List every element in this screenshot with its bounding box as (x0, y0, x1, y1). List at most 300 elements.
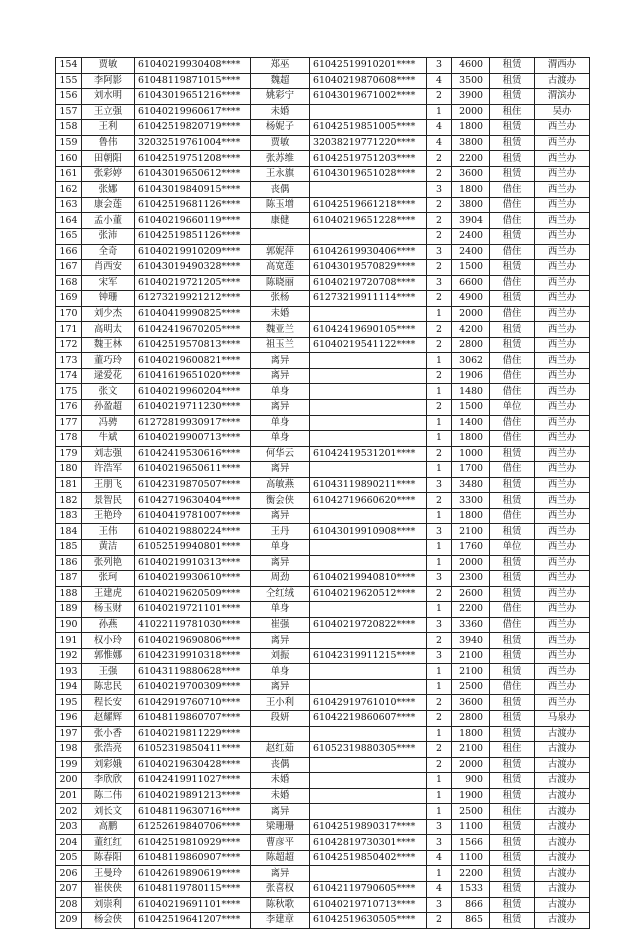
table-row (56, 633, 590, 649)
district-cell: 西兰办 (535, 431, 590, 447)
row-number-cell: 204 (56, 835, 82, 851)
spouse-id-cell (310, 804, 427, 820)
applicant-name-cell: 钟珊 (82, 291, 135, 307)
district-cell: 西兰办 (535, 539, 590, 555)
applicant-id-cell: 61040219650611**** (135, 462, 251, 478)
spouse-name-cell: 离异 (251, 462, 310, 478)
household-size-cell: 1 (427, 104, 452, 120)
applicant-name-cell: 陈忠民 (82, 679, 135, 695)
district-cell: 西兰办 (535, 524, 590, 540)
housing-type-cell: 租赁 (490, 881, 535, 897)
row-number-cell: 163 (56, 197, 82, 213)
row-number-cell: 182 (56, 493, 82, 509)
spouse-name-cell: 曹彦平 (251, 835, 310, 851)
applicant-name-cell: 张小香 (82, 726, 135, 742)
applicant-name-cell: 张珂 (82, 571, 135, 587)
spouse-id-cell (310, 664, 427, 680)
spouse-id-cell: 61042519850402**** (310, 850, 427, 866)
income-cell: 866 (452, 897, 490, 913)
housing-type-cell: 借住 (490, 197, 535, 213)
housing-type-cell: 租赁 (490, 89, 535, 105)
spouse-name-cell: 杨妮子 (251, 120, 310, 136)
housing-type-cell: 租住 (490, 104, 535, 120)
row-number-cell: 164 (56, 213, 82, 229)
housing-type-cell: 租赁 (490, 897, 535, 913)
applicant-id-cell: 61040219711230**** (135, 400, 251, 416)
spouse-name-cell: 离异 (251, 368, 310, 384)
housing-type-cell: 租赁 (490, 58, 535, 74)
income-cell: 3062 (452, 353, 490, 369)
spouse-name-cell: 郑巫 (251, 58, 310, 74)
household-size-cell: 2 (427, 337, 452, 353)
applicant-id-cell: 61043019650612**** (135, 166, 251, 182)
spouse-name-cell: 魏亚兰 (251, 322, 310, 338)
district-cell: 西兰办 (535, 244, 590, 260)
spouse-name-cell: 离异 (251, 555, 310, 571)
spouse-id-cell: 61042519851005**** (310, 120, 427, 136)
spouse-id-cell (310, 353, 427, 369)
row-number-cell: 190 (56, 617, 82, 633)
income-cell: 1566 (452, 835, 490, 851)
district-cell: 古渡办 (535, 913, 590, 929)
applicant-id-cell: 61040219691101**** (135, 897, 251, 913)
applicant-name-cell: 杨会侠 (82, 913, 135, 929)
row-number-cell: 201 (56, 788, 82, 804)
income-cell: 900 (452, 773, 490, 789)
applicant-id-cell: 61042519751208**** (135, 151, 251, 167)
row-number-cell: 172 (56, 337, 82, 353)
spouse-id-cell: 61273219911114**** (310, 291, 427, 307)
table-row (56, 415, 590, 431)
applicant-name-cell: 张文 (82, 384, 135, 400)
row-number-cell: 169 (56, 291, 82, 307)
housing-type-cell: 租赁 (490, 788, 535, 804)
row-number-cell: 196 (56, 710, 82, 726)
applicant-name-cell: 崔侠侠 (82, 881, 135, 897)
table-row (56, 260, 590, 276)
table-row (56, 835, 590, 851)
row-number-cell: 180 (56, 462, 82, 478)
table-row (56, 897, 590, 913)
household-size-cell: 1 (427, 804, 452, 820)
row-number-cell: 185 (56, 539, 82, 555)
table-row (56, 229, 590, 245)
table-row (56, 477, 590, 493)
row-number-cell: 159 (56, 135, 82, 151)
table-row (56, 291, 590, 307)
housing-type-cell: 租赁 (490, 120, 535, 136)
row-number-cell: 206 (56, 866, 82, 882)
applicant-id-cell: 61042519570813**** (135, 337, 251, 353)
spouse-name-cell: 单身 (251, 602, 310, 618)
applicant-name-cell: 高鹏 (82, 819, 135, 835)
applicant-id-cell: 61040419990825**** (135, 306, 251, 322)
household-size-cell: 1 (427, 431, 452, 447)
household-size-cell: 1 (427, 508, 452, 524)
housing-type-cell: 借住 (490, 306, 535, 322)
household-size-cell: 1 (427, 773, 452, 789)
applicant-id-cell: 61048119630716**** (135, 804, 251, 820)
housing-type-cell: 租赁 (490, 477, 535, 493)
housing-type-cell: 借住 (490, 602, 535, 618)
row-number-cell: 160 (56, 151, 82, 167)
housing-type-cell: 租赁 (490, 586, 535, 602)
housing-type-cell: 租赁 (490, 819, 535, 835)
applicant-id-cell: 61048119780115**** (135, 881, 251, 897)
district-cell: 古渡办 (535, 788, 590, 804)
table-row (56, 135, 590, 151)
spouse-id-cell (310, 104, 427, 120)
income-cell: 2600 (452, 586, 490, 602)
spouse-name-cell: 刘振 (251, 648, 310, 664)
spouse-name-cell: 张杨 (251, 291, 310, 307)
spouse-id-cell (310, 788, 427, 804)
housing-type-cell: 租赁 (490, 633, 535, 649)
applicant-id-cell: 61043119880628**** (135, 664, 251, 680)
district-cell: 西兰办 (535, 555, 590, 571)
row-number-cell: 176 (56, 400, 82, 416)
spouse-name-cell: 仝红绒 (251, 586, 310, 602)
district-cell: 西兰办 (535, 446, 590, 462)
district-cell: 西兰办 (535, 602, 590, 618)
applicant-name-cell: 刘彩娥 (82, 757, 135, 773)
spouse-name-cell: 丧偶 (251, 182, 310, 198)
housing-type-cell: 单位 (490, 539, 535, 555)
income-cell: 2100 (452, 742, 490, 758)
spouse-id-cell: 61043019570829**** (310, 260, 427, 276)
income-cell: 3900 (452, 89, 490, 105)
spouse-name-cell: 单身 (251, 431, 310, 447)
applicant-id-cell: 61042519810929**** (135, 835, 251, 851)
household-size-cell: 1 (427, 555, 452, 571)
spouse-name-cell: 王永旗 (251, 166, 310, 182)
household-size-cell: 1 (427, 788, 452, 804)
applicant-id-cell: 61042419530616**** (135, 446, 251, 462)
district-cell: 西兰办 (535, 508, 590, 524)
spouse-id-cell: 61043019651028**** (310, 166, 427, 182)
applicant-id-cell: 61040219620509**** (135, 586, 251, 602)
household-size-cell: 3 (427, 617, 452, 633)
income-cell: 1100 (452, 819, 490, 835)
spouse-name-cell: 单身 (251, 664, 310, 680)
applicant-id-cell: 61042919760710**** (135, 695, 251, 711)
table-row (56, 120, 590, 136)
applicant-name-cell: 孟小董 (82, 213, 135, 229)
housing-type-cell: 租赁 (490, 571, 535, 587)
row-number-cell: 192 (56, 648, 82, 664)
household-size-cell: 1 (427, 384, 452, 400)
table-row (56, 151, 590, 167)
income-cell: 1500 (452, 400, 490, 416)
row-number-cell: 168 (56, 275, 82, 291)
housing-type-cell: 租住 (490, 804, 535, 820)
row-number-cell: 157 (56, 104, 82, 120)
applicant-name-cell: 黄洁 (82, 539, 135, 555)
income-cell: 1800 (452, 120, 490, 136)
table-row (56, 213, 590, 229)
district-cell: 西兰办 (535, 120, 590, 136)
spouse-id-cell: 61040219541122**** (310, 337, 427, 353)
district-cell: 渭滨办 (535, 89, 590, 105)
housing-type-cell: 租赁 (490, 866, 535, 882)
income-cell: 3940 (452, 633, 490, 649)
table-row (56, 695, 590, 711)
table-row (56, 431, 590, 447)
table-row (56, 166, 590, 182)
row-number-cell: 156 (56, 89, 82, 105)
spouse-name-cell: 张喜权 (251, 881, 310, 897)
spouse-id-cell (310, 508, 427, 524)
income-cell: 2200 (452, 151, 490, 167)
table-row (56, 337, 590, 353)
table-row (56, 104, 590, 120)
applicant-id-cell: 61040419781007**** (135, 508, 251, 524)
district-cell: 渭西办 (535, 58, 590, 74)
applicant-name-cell: 孙燕 (82, 617, 135, 633)
row-number-cell: 200 (56, 773, 82, 789)
table-row (56, 89, 590, 105)
household-size-cell: 2 (427, 151, 452, 167)
applicant-id-cell: 61040219721101**** (135, 602, 251, 618)
applicant-name-cell: 高明太 (82, 322, 135, 338)
applicant-name-cell: 杨玉财 (82, 602, 135, 618)
spouse-id-cell (310, 400, 427, 416)
spouse-id-cell: 61040219720822**** (310, 617, 427, 633)
spouse-id-cell (310, 415, 427, 431)
household-size-cell: 1 (427, 539, 452, 555)
housing-type-cell: 租赁 (490, 773, 535, 789)
household-size-cell: 2 (427, 89, 452, 105)
table-row (56, 602, 590, 618)
household-size-cell: 2 (427, 322, 452, 338)
housing-type-cell: 租赁 (490, 555, 535, 571)
table-row (56, 275, 590, 291)
applicant-id-cell: 41022119781030**** (135, 617, 251, 633)
household-size-cell: 2 (427, 757, 452, 773)
household-size-cell: 3 (427, 477, 452, 493)
district-cell: 西兰办 (535, 213, 590, 229)
spouse-id-cell (310, 866, 427, 882)
district-cell: 西兰办 (535, 291, 590, 307)
household-size-cell: 2 (427, 710, 452, 726)
table-row (56, 384, 590, 400)
spouse-name-cell: 梁珊珊 (251, 819, 310, 835)
income-cell: 2000 (452, 104, 490, 120)
housing-type-cell: 租赁 (490, 524, 535, 540)
income-cell: 3800 (452, 197, 490, 213)
applicant-id-cell: 61042319870507**** (135, 477, 251, 493)
spouse-name-cell: 单身 (251, 384, 310, 400)
row-number-cell: 194 (56, 679, 82, 695)
row-number-cell: 207 (56, 881, 82, 897)
income-cell: 1700 (452, 462, 490, 478)
spouse-name-cell: 陈晓丽 (251, 275, 310, 291)
applicant-id-cell: 61041619651020**** (135, 368, 251, 384)
housing-type-cell: 借住 (490, 415, 535, 431)
district-cell: 西兰办 (535, 151, 590, 167)
spouse-name-cell: 离异 (251, 804, 310, 820)
district-cell: 西兰办 (535, 493, 590, 509)
household-size-cell: 2 (427, 166, 452, 182)
table-row (56, 664, 590, 680)
housing-type-cell: 租赁 (490, 135, 535, 151)
row-number-cell: 155 (56, 73, 82, 89)
applicant-id-cell: 61048119860707**** (135, 710, 251, 726)
housing-type-cell: 单位 (490, 400, 535, 416)
spouse-id-cell (310, 431, 427, 447)
spouse-name-cell: 陈玉增 (251, 197, 310, 213)
household-size-cell: 2 (427, 291, 452, 307)
applicant-name-cell: 张列艳 (82, 555, 135, 571)
spouse-name-cell: 陈超超 (251, 850, 310, 866)
row-number-cell: 209 (56, 913, 82, 929)
district-cell: 西兰办 (535, 633, 590, 649)
table-row (56, 353, 590, 369)
row-number-cell: 167 (56, 260, 82, 276)
applicant-name-cell: 郭惟娜 (82, 648, 135, 664)
applicant-name-cell: 宋军 (82, 275, 135, 291)
household-size-cell: 2 (427, 633, 452, 649)
applicant-name-cell: 张娜 (82, 182, 135, 198)
household-size-cell: 4 (427, 135, 452, 151)
income-cell: 1906 (452, 368, 490, 384)
housing-type-cell: 租赁 (490, 229, 535, 245)
income-cell: 2000 (452, 555, 490, 571)
housing-type-cell: 租赁 (490, 726, 535, 742)
applicant-id-cell: 61042419670205**** (135, 322, 251, 338)
table-row (56, 679, 590, 695)
income-cell: 1900 (452, 788, 490, 804)
applicant-name-cell: 李阿影 (82, 73, 135, 89)
household-size-cell: 2 (427, 260, 452, 276)
row-number-cell: 191 (56, 633, 82, 649)
applicant-name-cell: 张浩亮 (82, 742, 135, 758)
row-number-cell: 173 (56, 353, 82, 369)
district-cell: 西兰办 (535, 586, 590, 602)
income-cell: 2200 (452, 602, 490, 618)
spouse-name-cell: 离异 (251, 679, 310, 695)
income-cell: 4600 (452, 58, 490, 74)
district-cell: 西兰办 (535, 306, 590, 322)
income-cell: 3600 (452, 695, 490, 711)
spouse-id-cell: 61043019910908**** (310, 524, 427, 540)
applicant-name-cell: 牛斌 (82, 431, 135, 447)
applicant-name-cell: 权小玲 (82, 633, 135, 649)
district-cell: 古渡办 (535, 757, 590, 773)
spouse-name-cell: 贾敏 (251, 135, 310, 151)
housing-type-cell: 租赁 (490, 493, 535, 509)
housing-type-cell: 借住 (490, 213, 535, 229)
applicant-name-cell: 刘长文 (82, 804, 135, 820)
district-cell: 西兰办 (535, 229, 590, 245)
applicant-id-cell: 61040219930610**** (135, 571, 251, 587)
table-row (56, 244, 590, 260)
income-cell: 1760 (452, 539, 490, 555)
housing-type-cell: 借住 (490, 368, 535, 384)
household-size-cell: 3 (427, 58, 452, 74)
housing-type-cell: 租赁 (490, 710, 535, 726)
applicant-id-cell: 61040219891213**** (135, 788, 251, 804)
spouse-id-cell: 61040219620512**** (310, 586, 427, 602)
applicant-name-cell: 王艳玲 (82, 508, 135, 524)
income-cell: 2300 (452, 571, 490, 587)
table-row (56, 508, 590, 524)
spouse-name-cell: 未婚 (251, 306, 310, 322)
housing-type-cell: 租赁 (490, 850, 535, 866)
housing-type-cell: 租赁 (490, 337, 535, 353)
income-cell: 2800 (452, 337, 490, 353)
row-number-cell: 179 (56, 446, 82, 462)
applicant-name-cell: 鲁伟 (82, 135, 135, 151)
applicant-name-cell: 全奇 (82, 244, 135, 260)
row-number-cell: 184 (56, 524, 82, 540)
income-cell: 2400 (452, 244, 490, 260)
household-size-cell: 1 (427, 664, 452, 680)
housing-type-cell: 租住 (490, 742, 535, 758)
table-row (56, 648, 590, 664)
applicant-id-cell: 61040219910209**** (135, 244, 251, 260)
row-number-cell: 202 (56, 804, 82, 820)
row-number-cell: 181 (56, 477, 82, 493)
row-number-cell: 187 (56, 571, 82, 587)
table-row (56, 804, 590, 820)
row-number-cell: 158 (56, 120, 82, 136)
income-cell: 1800 (452, 431, 490, 447)
household-size-cell: 1 (427, 602, 452, 618)
spouse-id-cell: 61042919761010**** (310, 695, 427, 711)
row-number-cell: 162 (56, 182, 82, 198)
row-number-cell: 183 (56, 508, 82, 524)
housing-type-cell: 借住 (490, 244, 535, 260)
spouse-name-cell: 姚彩宁 (251, 89, 310, 105)
spouse-id-cell (310, 306, 427, 322)
housing-type-cell: 租赁 (490, 757, 535, 773)
household-size-cell: 2 (427, 400, 452, 416)
housing-type-cell: 租赁 (490, 73, 535, 89)
applicant-id-cell: 61042519681126**** (135, 197, 251, 213)
housing-type-cell: 租赁 (490, 446, 535, 462)
spouse-id-cell: 61040219651228**** (310, 213, 427, 229)
income-cell: 4200 (452, 322, 490, 338)
district-cell: 古渡办 (535, 850, 590, 866)
applicant-name-cell: 刘志强 (82, 446, 135, 462)
applicant-name-cell: 刘少杰 (82, 306, 135, 322)
spouse-id-cell: 61040219720708**** (310, 275, 427, 291)
housing-type-cell: 借住 (490, 275, 535, 291)
spouse-id-cell (310, 679, 427, 695)
row-number-cell: 198 (56, 742, 82, 758)
income-cell: 2800 (452, 710, 490, 726)
district-cell: 西兰办 (535, 695, 590, 711)
district-cell: 西兰办 (535, 571, 590, 587)
table-row (56, 524, 590, 540)
table-row (56, 850, 590, 866)
applicant-id-cell: 32032519761004**** (135, 135, 251, 151)
spouse-name-cell: 离异 (251, 633, 310, 649)
household-size-cell: 3 (427, 835, 452, 851)
applicant-name-cell: 魏王林 (82, 337, 135, 353)
applicant-name-cell: 程长安 (82, 695, 135, 711)
income-cell: 1533 (452, 881, 490, 897)
table-row (56, 757, 590, 773)
spouse-id-cell: 61042419690105**** (310, 322, 427, 338)
table-row (56, 788, 590, 804)
spouse-id-cell (310, 368, 427, 384)
household-size-cell: 4 (427, 120, 452, 136)
district-cell: 古渡办 (535, 73, 590, 89)
district-cell: 西兰办 (535, 197, 590, 213)
spouse-name-cell: 高敏燕 (251, 477, 310, 493)
